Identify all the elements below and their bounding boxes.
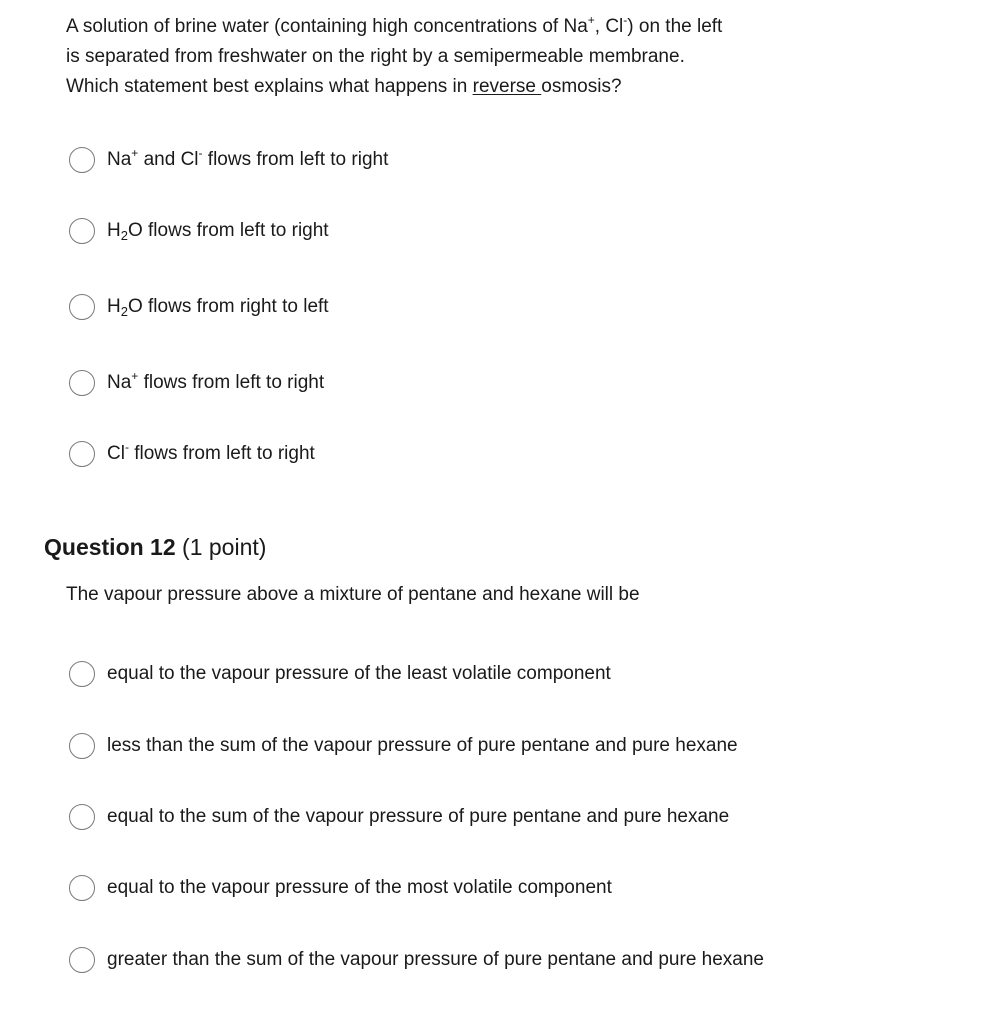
q11-option-4[interactable] <box>69 368 324 398</box>
question-12-stem: The vapour pressure above a mixture of pentane and hexane will be <box>66 584 640 605</box>
q11-option-1[interactable] <box>69 145 388 175</box>
radio-button[interactable] <box>69 147 95 173</box>
option-label: equal to the vapour pressure of the most volatile component <box>107 877 612 898</box>
stem-line-2: is separated from freshwater on the right by a semipermeable membrane. <box>66 46 685 67</box>
option-label: less than the sum of the vapour pressure of pure pentane and pure hexane <box>107 735 738 756</box>
q12-option-4[interactable] <box>69 873 612 903</box>
option-label: $H_2O$ flows from right to left <box>107 296 329 319</box>
q12-option-2[interactable] <box>69 731 738 761</box>
question-11-stem <box>66 12 866 102</box>
radio-button[interactable] <box>69 370 95 396</box>
q12-option-5[interactable] <box>69 945 764 975</box>
option-label: Na+ flows from left to right <box>107 369 325 393</box>
radio-button[interactable] <box>69 294 95 320</box>
q11-option-2[interactable] <box>69 216 329 246</box>
question-12-heading <box>44 534 266 561</box>
radio-button[interactable] <box>69 733 95 759</box>
radio-button[interactable] <box>69 661 95 687</box>
option-label: greater than the sum of the vapour pressure of pure pentane and pure hexane <box>107 949 765 970</box>
question-title: Question 12 <box>44 534 176 560</box>
option-label: equal to the sum of the vapour pressure of pure pentane and pure hexane <box>107 806 730 827</box>
radio-button[interactable] <box>69 804 95 830</box>
option-label: Cl- flows from left to right <box>107 440 315 464</box>
radio-button[interactable] <box>69 218 95 244</box>
stem-line-3: Which statement best explains what happens in reverse osmosis? <box>66 76 622 97</box>
option-label: Na+ and Cl- flows from left to right <box>107 146 389 170</box>
radio-button[interactable] <box>69 947 95 973</box>
q12-option-3[interactable] <box>69 802 729 832</box>
q11-option-3[interactable] <box>69 292 329 322</box>
option-label: equal to the vapour pressure of the least volatile component <box>107 663 611 684</box>
radio-button[interactable] <box>69 441 95 467</box>
radio-button[interactable] <box>69 875 95 901</box>
stem-line-1: A solution of brine water (containing high concentrations of Na+, Cl-) on the left <box>66 13 723 37</box>
option-label: $H_2O$ flows from left to right <box>107 220 329 243</box>
q12-option-1[interactable] <box>69 659 611 689</box>
q11-option-5[interactable] <box>69 439 315 469</box>
question-points: (1 point) <box>182 534 267 560</box>
